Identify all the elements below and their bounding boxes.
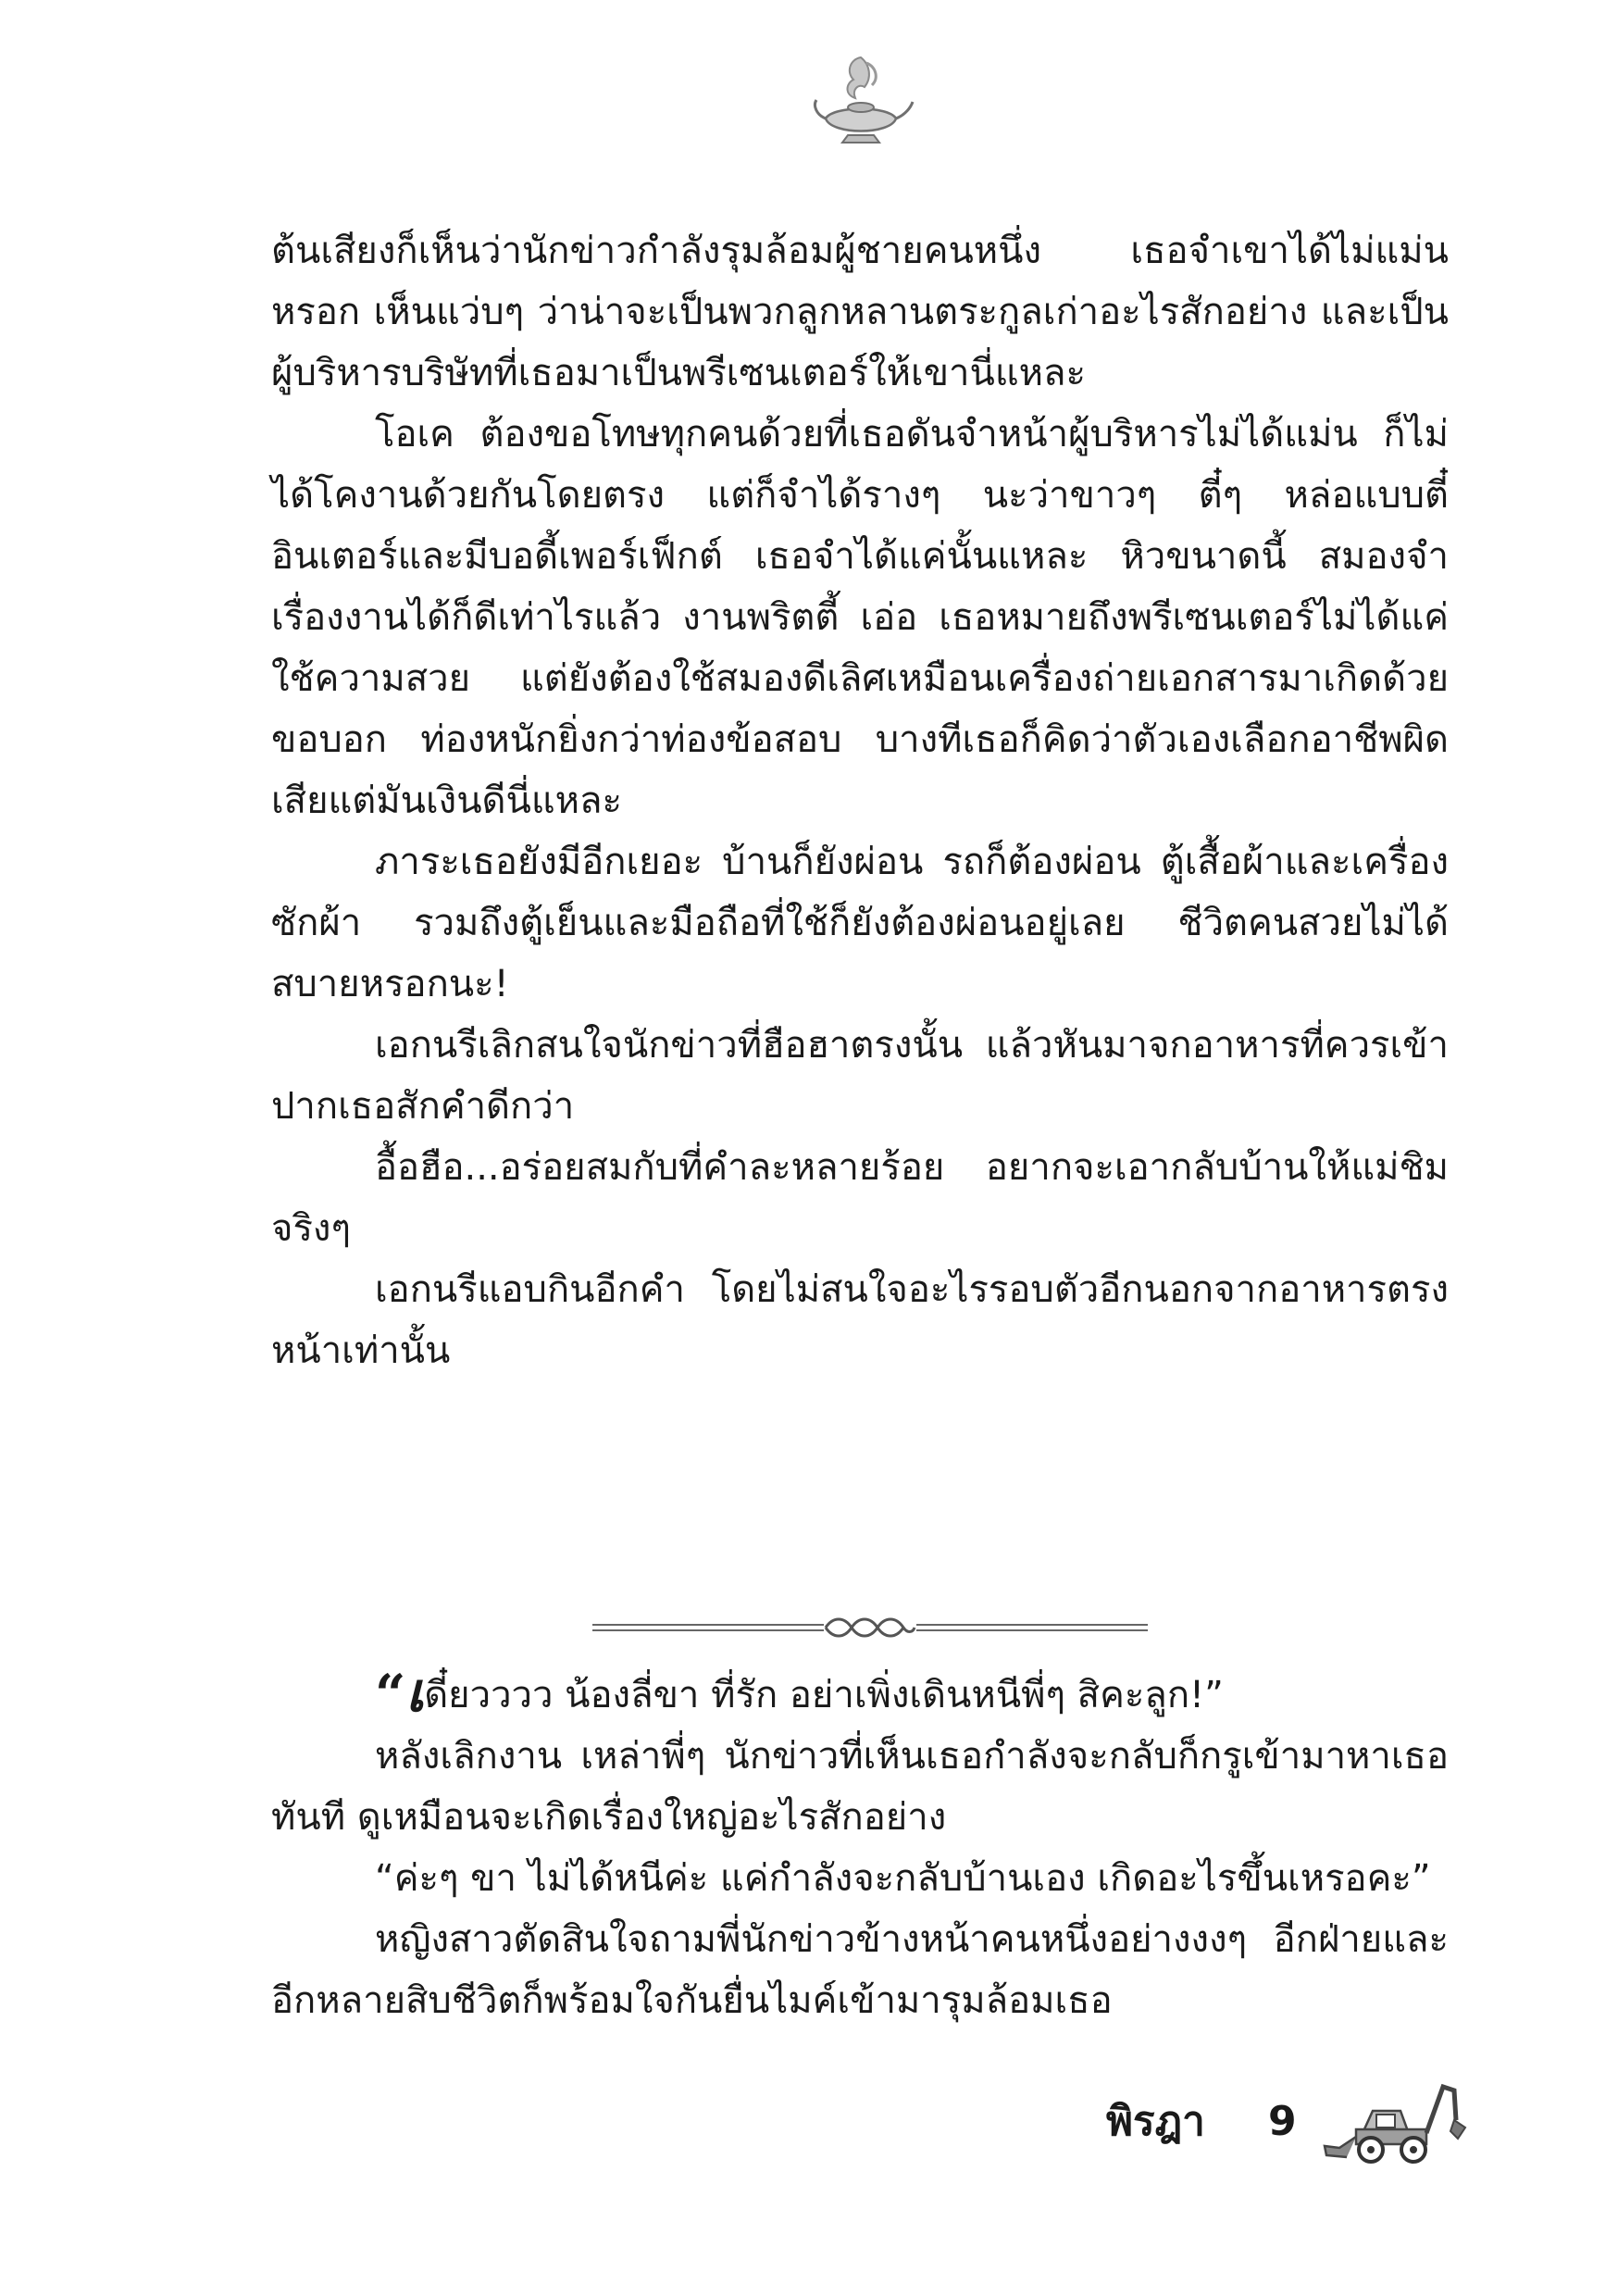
body-text-bottom xyxy=(271,1662,1449,2031)
paragraph-3: ภาระเธอยังมีอีกเยอะ บ้านก็ยังผ่อน รถก็ต้องผ่อน ตู้เสื้อผ้าและเครื่องซักผ้า รวมถึงตู้เย็นและมือถือที่ใช้ก็ยังต้องผ่อนอยู่เลย ชีวิตคนสวยไม่ได้สบายหรอกนะ! xyxy=(271,841,1449,1005)
section-break-ornament xyxy=(592,1609,1148,1646)
footer-book-title: พิรฎา xyxy=(1106,2098,1205,2145)
drop-quote: “ xyxy=(375,1663,406,1726)
paragraph-2: โอเค ต้องขอโทษทุกคนด้วยที่เธอดันจำหน้าผู้บริหารไม่ได้แม่น ก็ไม่ได้โคงานด้วยกันโดยตรง แต่ก็จำได้รางๆ นะว่าขาวๆ ตี๋ๆ หล่อแบบตี๋อินเตอร์และมีบอดี้เพอร์เฟ็กต์ เธอจำได้แค่นั้นแหละ หิวขนาดนี้ สมองจำเรื่องงานได้ก็ดีเท่าไรแล้ว งานพริตตี้ เอ่อ เธอหมายถึงพรีเซนเตอร์ไม่ได้แค่ใช้ความสวย แต่ยังต้องใช้สมองดีเลิศเหมือนเครื่องถ่ายเอกสารมาเกิดด้วยขอบอก ท่องหนักยิ่งกว่าท่องข้อสอบ บางทีเธอก็คิดว่าตัวเองเลือกอาชีพผิด เสียแต่มันเงินดีนี่แหละ xyxy=(271,413,1449,822)
page-number: 9 xyxy=(1268,2098,1297,2145)
section2-paragraph-2: “ค่ะๆ ขา ไม่ได้หนีค่ะ แค่กำลังจะกลับบ้านเอง เกิดอะไรขึ้นเหรอคะ” xyxy=(375,1857,1431,1900)
section2-paragraph-3: หญิงสาวตัดสินใจถามพี่นักข่าวข้างหน้าคนหนึ่งอย่างงงๆ อีกฝ่ายและอีกหลายสิบชีวิตก็พร้อมใจกันยื่นไมค์เข้ามารุมล้อมเธอ xyxy=(271,1918,1449,2022)
section2-first-line xyxy=(271,1662,1449,1726)
paragraph-1: ต้นเสียงก็เห็นว่านักข่าวกำลังรุมล้อมผู้ชายคนหนึ่ง เธอจำเขาได้ไม่แม่น หรอก เห็นแว่บๆ ว่าน่าจะเป็นพวกลูกหลานตระกูลเก่าอะไรสักอย่าง และเป็นผู้บริหารบริษัทที่เธอมาเป็นพรีเซนเตอร์ให้เขานี่แหละ xyxy=(271,230,1449,394)
paragraph-6: เอกนรีแอบกินอีกคำ โดยไม่สนใจอะไรรอบตัวอีกนอกจากอาหารตรงหน้าเท่านั้น xyxy=(271,1268,1449,1372)
paragraph-4: เอกนรีเลิกสนใจนักข่าวที่ฮือฮาตรงนั้น แล้วหันมาจกอาหารที่ควรเข้าปากเธอสักคำดีกว่า xyxy=(271,1024,1449,1128)
genie-lamp-icon xyxy=(805,46,916,157)
backhoe-icon xyxy=(1319,2074,1467,2166)
drop-letter: เ xyxy=(405,1661,425,1724)
body-text-top xyxy=(271,220,1449,1381)
paragraph-5: อื้อฮือ...อร่อยสมกับที่คำละหลายร้อย อยากจะเอากลับบ้านให้แม่ชิมจริงๆ xyxy=(271,1146,1449,1250)
first-line-text: ดี๋ยวววว น้องลี่ขา ที่รัก อย่าเพิ่งเดินหนีพี่ๆ สิคะลูก!” xyxy=(424,1674,1224,1716)
section2-paragraph-1: หลังเลิกงาน เหล่าพี่ๆ นักข่าวที่เห็นเธอกำลังจะกลับก็กรูเข้ามาหาเธอทันที ดูเหมือนจะเกิดเรื่องใหญ่อะไรสักอย่าง xyxy=(271,1735,1449,1839)
